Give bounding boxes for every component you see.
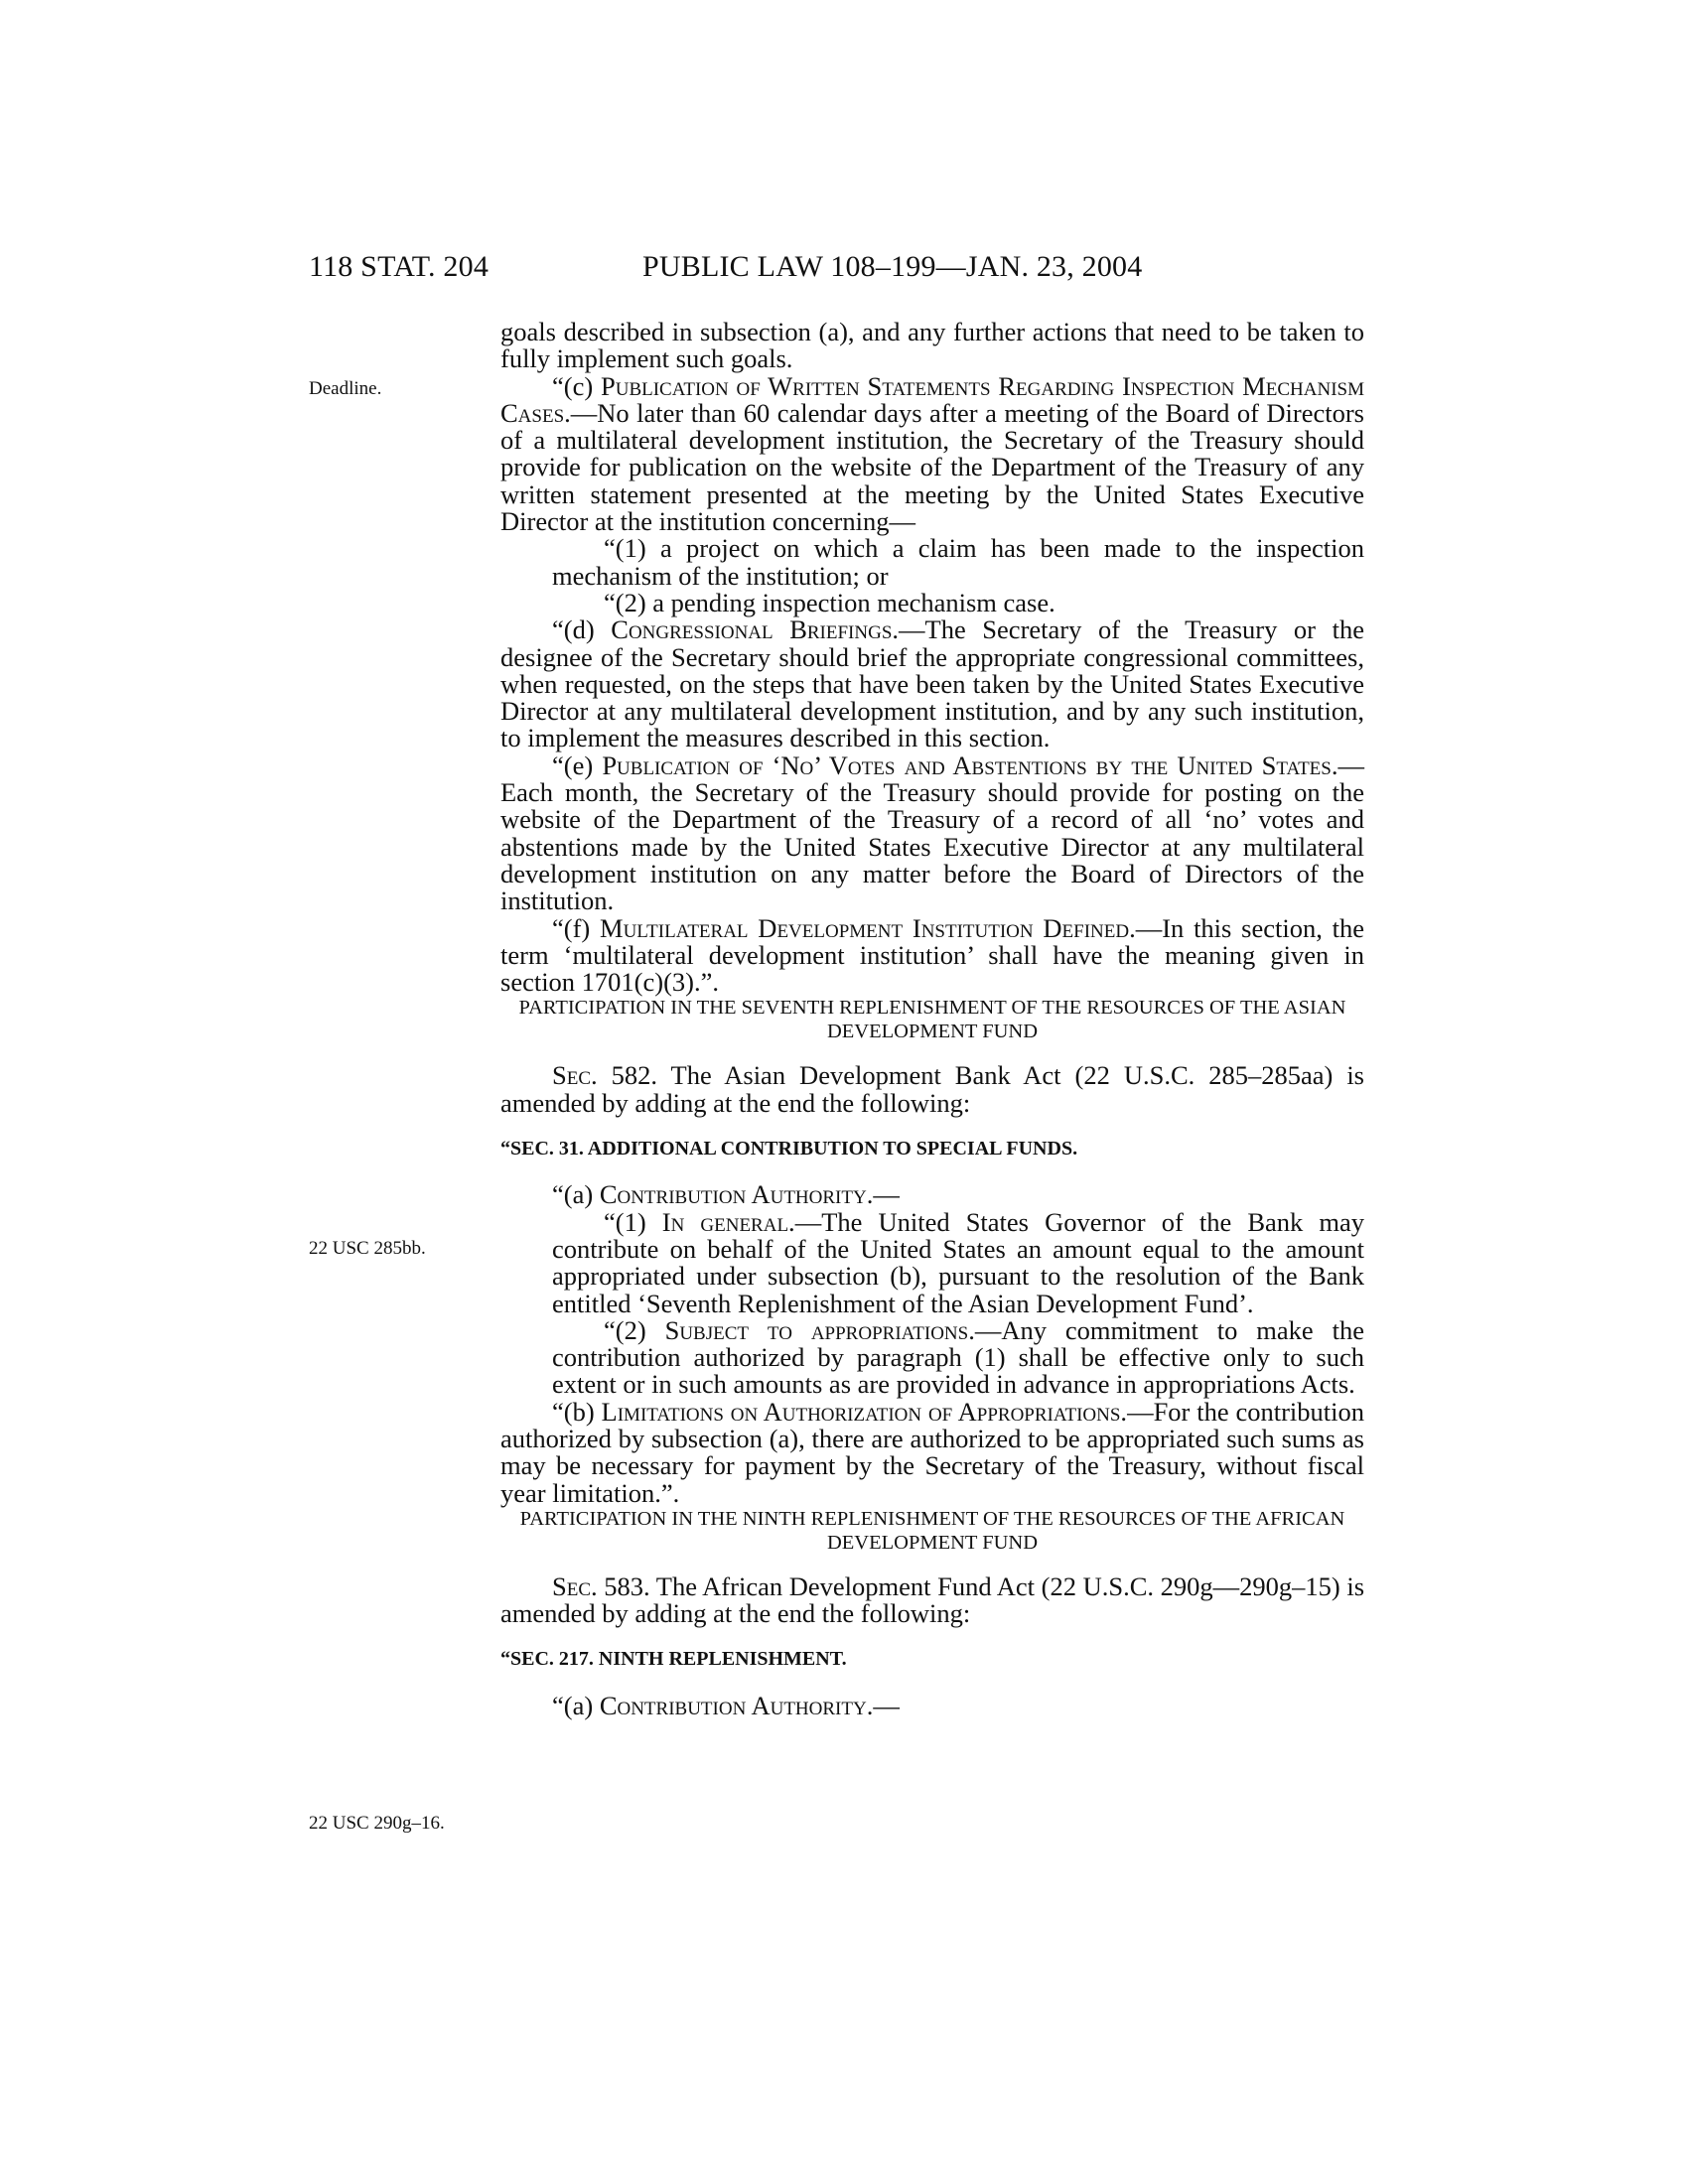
subsection-d-heading: Congressional Briefings. [611,614,900,645]
subsection-e: “(e) Publication of ‘No’ Votes and Abstentions by the United States.—Each month, the Secretary of the Treasury should provide for posting on the website of the Department of the Treasury of a record of all ‘no’ votes and abstentions made by the United States Executive Director at any multilateral development institution on any matter before the Board of Directors of the institution. [500,750,1364,916]
heading-asian-development-fund: PARTICIPATION IN THE SEVENTH REPLENISHMENT OF THE RESOURCES OF THE ASIAN DEVELOPMENT FUND [518,997,1346,1043]
body-text [500,319,1364,1719]
margin-note-usc-285bb: 22 USC 285bb. [309,1238,426,1259]
paragraph-a1-in-general: “(1) In general.—The United States Governor of the Bank may contribute on behalf of the United States an amount equal to the amount appropriated under subsection (b), pursuant to the resolution of the Bank entitled ‘Seventh Replenishment of the Asian Development Fund’. [552,1206,1365,1318]
heading-african-development-fund: PARTICIPATION IN THE NINTH REPLENISHMENT OF THE RESOURCES OF THE AFRICAN DEVELOPMENT FUND [519,1507,1345,1554]
subsection-c-heading: Publication of Written Statements Regarding Inspection Mechanism Cases. [500,370,1364,428]
subsection-f: “(f) Multilateral Development Institution Defined.—In this section, the term ‘multilateral development institution’ shall have the meaning given in section 1701(c)(3).”. [500,912,1364,998]
subsection-f-heading: Multilateral Development Institution Defined. [600,912,1136,943]
paragraph-c1: “(1) a project on which a claim has been made to the inspection mechanism of the institution; or [552,533,1364,591]
margin-note-deadline: Deadline. [309,378,382,399]
running-head-title: PUBLIC LAW 108–199—JAN. 23, 2004 [642,250,1143,283]
subsection-d: “(d) Congressional Briefings.—The Secretary of the Treasury or the designee of the Secretary should brief the appropriate congressional committees, when requested, on the steps that have been taken by the United States Executive Director at any multilateral development institution, and by any such institution, to implement the measures described in this section. [500,614,1364,753]
subsection-b-limitations: “(b) Limitations on Authorization of Appropriations.—For the contribution authorized by subsection (a), there are authorized to be appropriated such sums as may be necessary for payment by the Secretary of the Treasury, without fiscal year limitation.”. [500,1396,1364,1508]
section-583: Sec. 583. The African Development Fund Act (22 U.S.C. 290g—290g–15) is amended by adding at the end the following: [500,1570,1365,1629]
running-head-stat: 118 STAT. 204 [309,250,490,283]
paragraph-goals: goals described in subsection (a), and any further actions that need to be taken to fully implement such goals. [500,317,1364,374]
paragraph-c2: “(2) a pending inspection mechanism case. [604,587,1055,617]
subsection-e-heading: Publication of ‘No’ Votes and Abstentions by the United States. [602,750,1338,780]
heading-sec-31: “SEC. 31. ADDITIONAL CONTRIBUTION TO SPECIAL FUNDS. [500,1138,1078,1160]
heading-sec-217: “SEC. 217. NINTH REPLENISHMENT. [500,1648,847,1671]
subsection-a-contribution-authority: “(a) Contribution Authority.— [552,1179,900,1210]
section-582: Sec. 582. The Asian Development Bank Act (22 U.S.C. 285–285aa) is amended by adding at the end the following: [500,1060,1364,1118]
margin-note-usc-290g16: 22 USC 290g–16. [309,1813,445,1834]
paragraph-a2-subject-to-appropriations: “(2) Subject to appropriations.—Any commitment to make the contribution authorized by paragraph (1) shall be effective only to such extent or in such amounts as are provided in advance in appropriations Acts. [552,1314,1364,1400]
subsection-a-final: “(a) Contribution Authority.— [552,1690,900,1720]
subsection-c: “(c) Publication of Written Statements Regarding Inspection Mechanism Cases.—No later than 60 calendar days after a meeting of the Board of Directors of a multilateral development institution, the Secretary of the Treasury should provide for publication on the website of the Department of the Treasury of any written statement presented at the meeting by the United States Executive Director at the institution concerning— [500,370,1364,537]
